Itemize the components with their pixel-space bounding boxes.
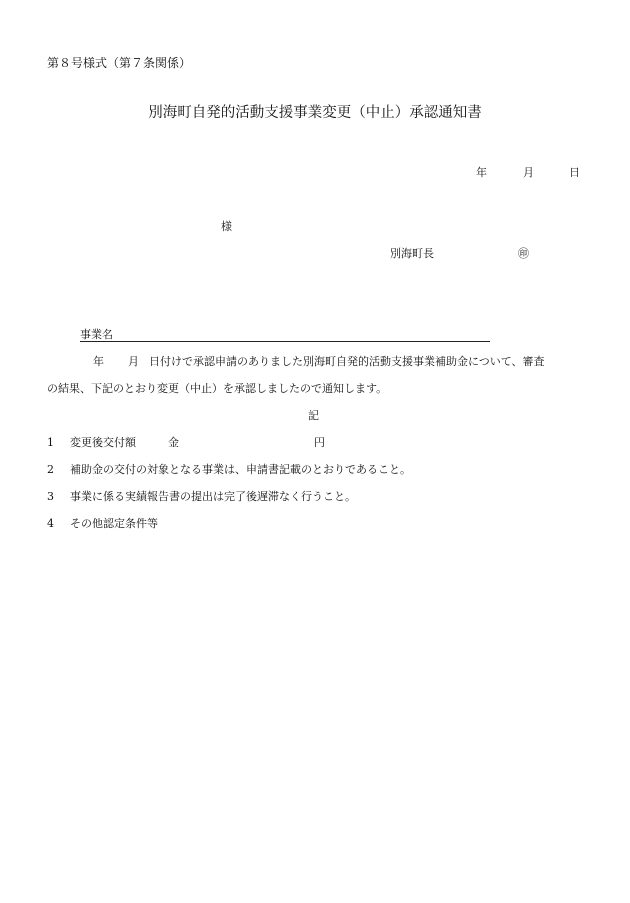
body-text-line1: 日付けで承認申請のありました別海町自発的活動支援事業補助金について、審査 [149,355,545,368]
project-name-underline [80,341,490,342]
seal-mark: ㊞ [518,247,529,260]
item-number: 3 [47,490,54,503]
list-item [47,517,158,531]
body-text-line2: の結果、下記のとおり変更（中止）を承認しましたので通知します。 [47,382,388,395]
list-item [47,463,411,477]
item-number: 1 [47,436,54,449]
item-text: 事業に係る実績報告書の提出は完了後遅滞なく行うこと。 [70,490,356,503]
document-title: 別海町自発的活動支援事業変更（中止）承認通知書 [148,105,482,121]
date-year-label: 年 [476,166,487,179]
sender-name: 別海町長 [390,247,434,260]
date-day-label: 日 [569,166,580,179]
list-item [47,490,356,504]
project-name-label: 事業名 [80,328,113,341]
addressee-honorific: 様 [221,220,232,233]
amount-kin-label: 金 [168,436,179,449]
body-year-label: 年 [93,355,104,368]
item-text: その他認定条件等 [70,517,158,530]
body-month-label: 月 [128,355,139,368]
amount-yen-label: 円 [314,436,325,449]
item-text: 補助金の交付の対象となる事業は、申請書記載のとおりであること。 [70,463,411,476]
item-number: 2 [47,463,54,476]
ki-heading: 記 [308,409,319,422]
list-item [47,436,136,450]
item-number: 4 [47,517,54,530]
date-month-label: 月 [523,166,534,179]
item-text: 変更後交付額 [70,436,136,449]
form-number: 第８号様式（第７条関係） [47,56,192,70]
